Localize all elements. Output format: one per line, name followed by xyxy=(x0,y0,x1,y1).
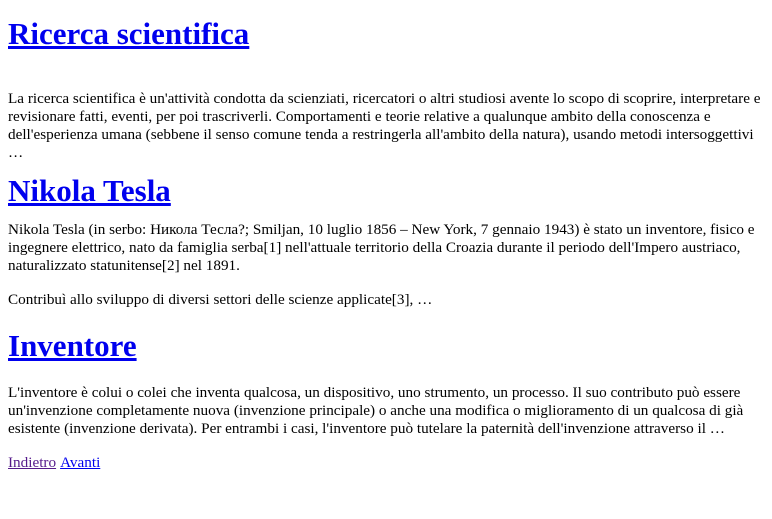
article-snippet: Nikola Tesla (in serbo: Никола Тесла?; Smiljan, 10 luglio 1856 – New York, 7 gennaio 1943) è stato un inventore, fisico e ingegnere elettrico, nato da famiglia serba[1] nell'attuale territorio della Croazia durante il periodo dell'Impero austriaco, naturalizzato statunitense[2] nel 1891. xyxy=(8,221,755,274)
article-title-ricerca-scientifica xyxy=(8,0,764,52)
article-snippet: Contribuì allo sviluppo di diversi settori delle scienze applicate[3], … xyxy=(8,291,433,308)
article-snippet: L'inventore è colui o colei che inventa qualcosa, un dispositivo, uno strumento, un processo. Il suo contributo può essere un'invenzione completamente nuova (invenzione principale) o anche una modifica o miglioramento di un qualcosa di già esistente (invenzione derivata). Per entrambi i casi, l'inventore può tutelare la paternità dell'invenzione attraverso il … xyxy=(8,384,744,437)
pagination-nav xyxy=(8,454,764,472)
article-title-inventore xyxy=(8,328,764,364)
article-title-nikola-tesla xyxy=(8,173,764,209)
back-link[interactable]: Indietro xyxy=(8,454,57,471)
article-link-inventore[interactable]: Inventore xyxy=(8,328,137,363)
article-link-nikola-tesla[interactable]: Nikola Tesla xyxy=(8,173,171,208)
article-link-ricerca-scientifica[interactable]: Ricerca scientifica xyxy=(8,16,250,51)
article-snippet: La ricerca scientifica è un'attività condotta da scienziati, ricercatori o altri studiosi avente lo scopo di scoprire, interpretare e revisionare fatti, eventi, per poi trascriverli. Comportamenti e teorie relative a qualunque ambito della conoscenza e dell'esperienza umana (sebbene il senso comune tenda a restringerla all'ambito della natura), usando metodi intersoggettivi … xyxy=(8,90,761,161)
forward-link[interactable]: Avanti xyxy=(60,454,101,471)
